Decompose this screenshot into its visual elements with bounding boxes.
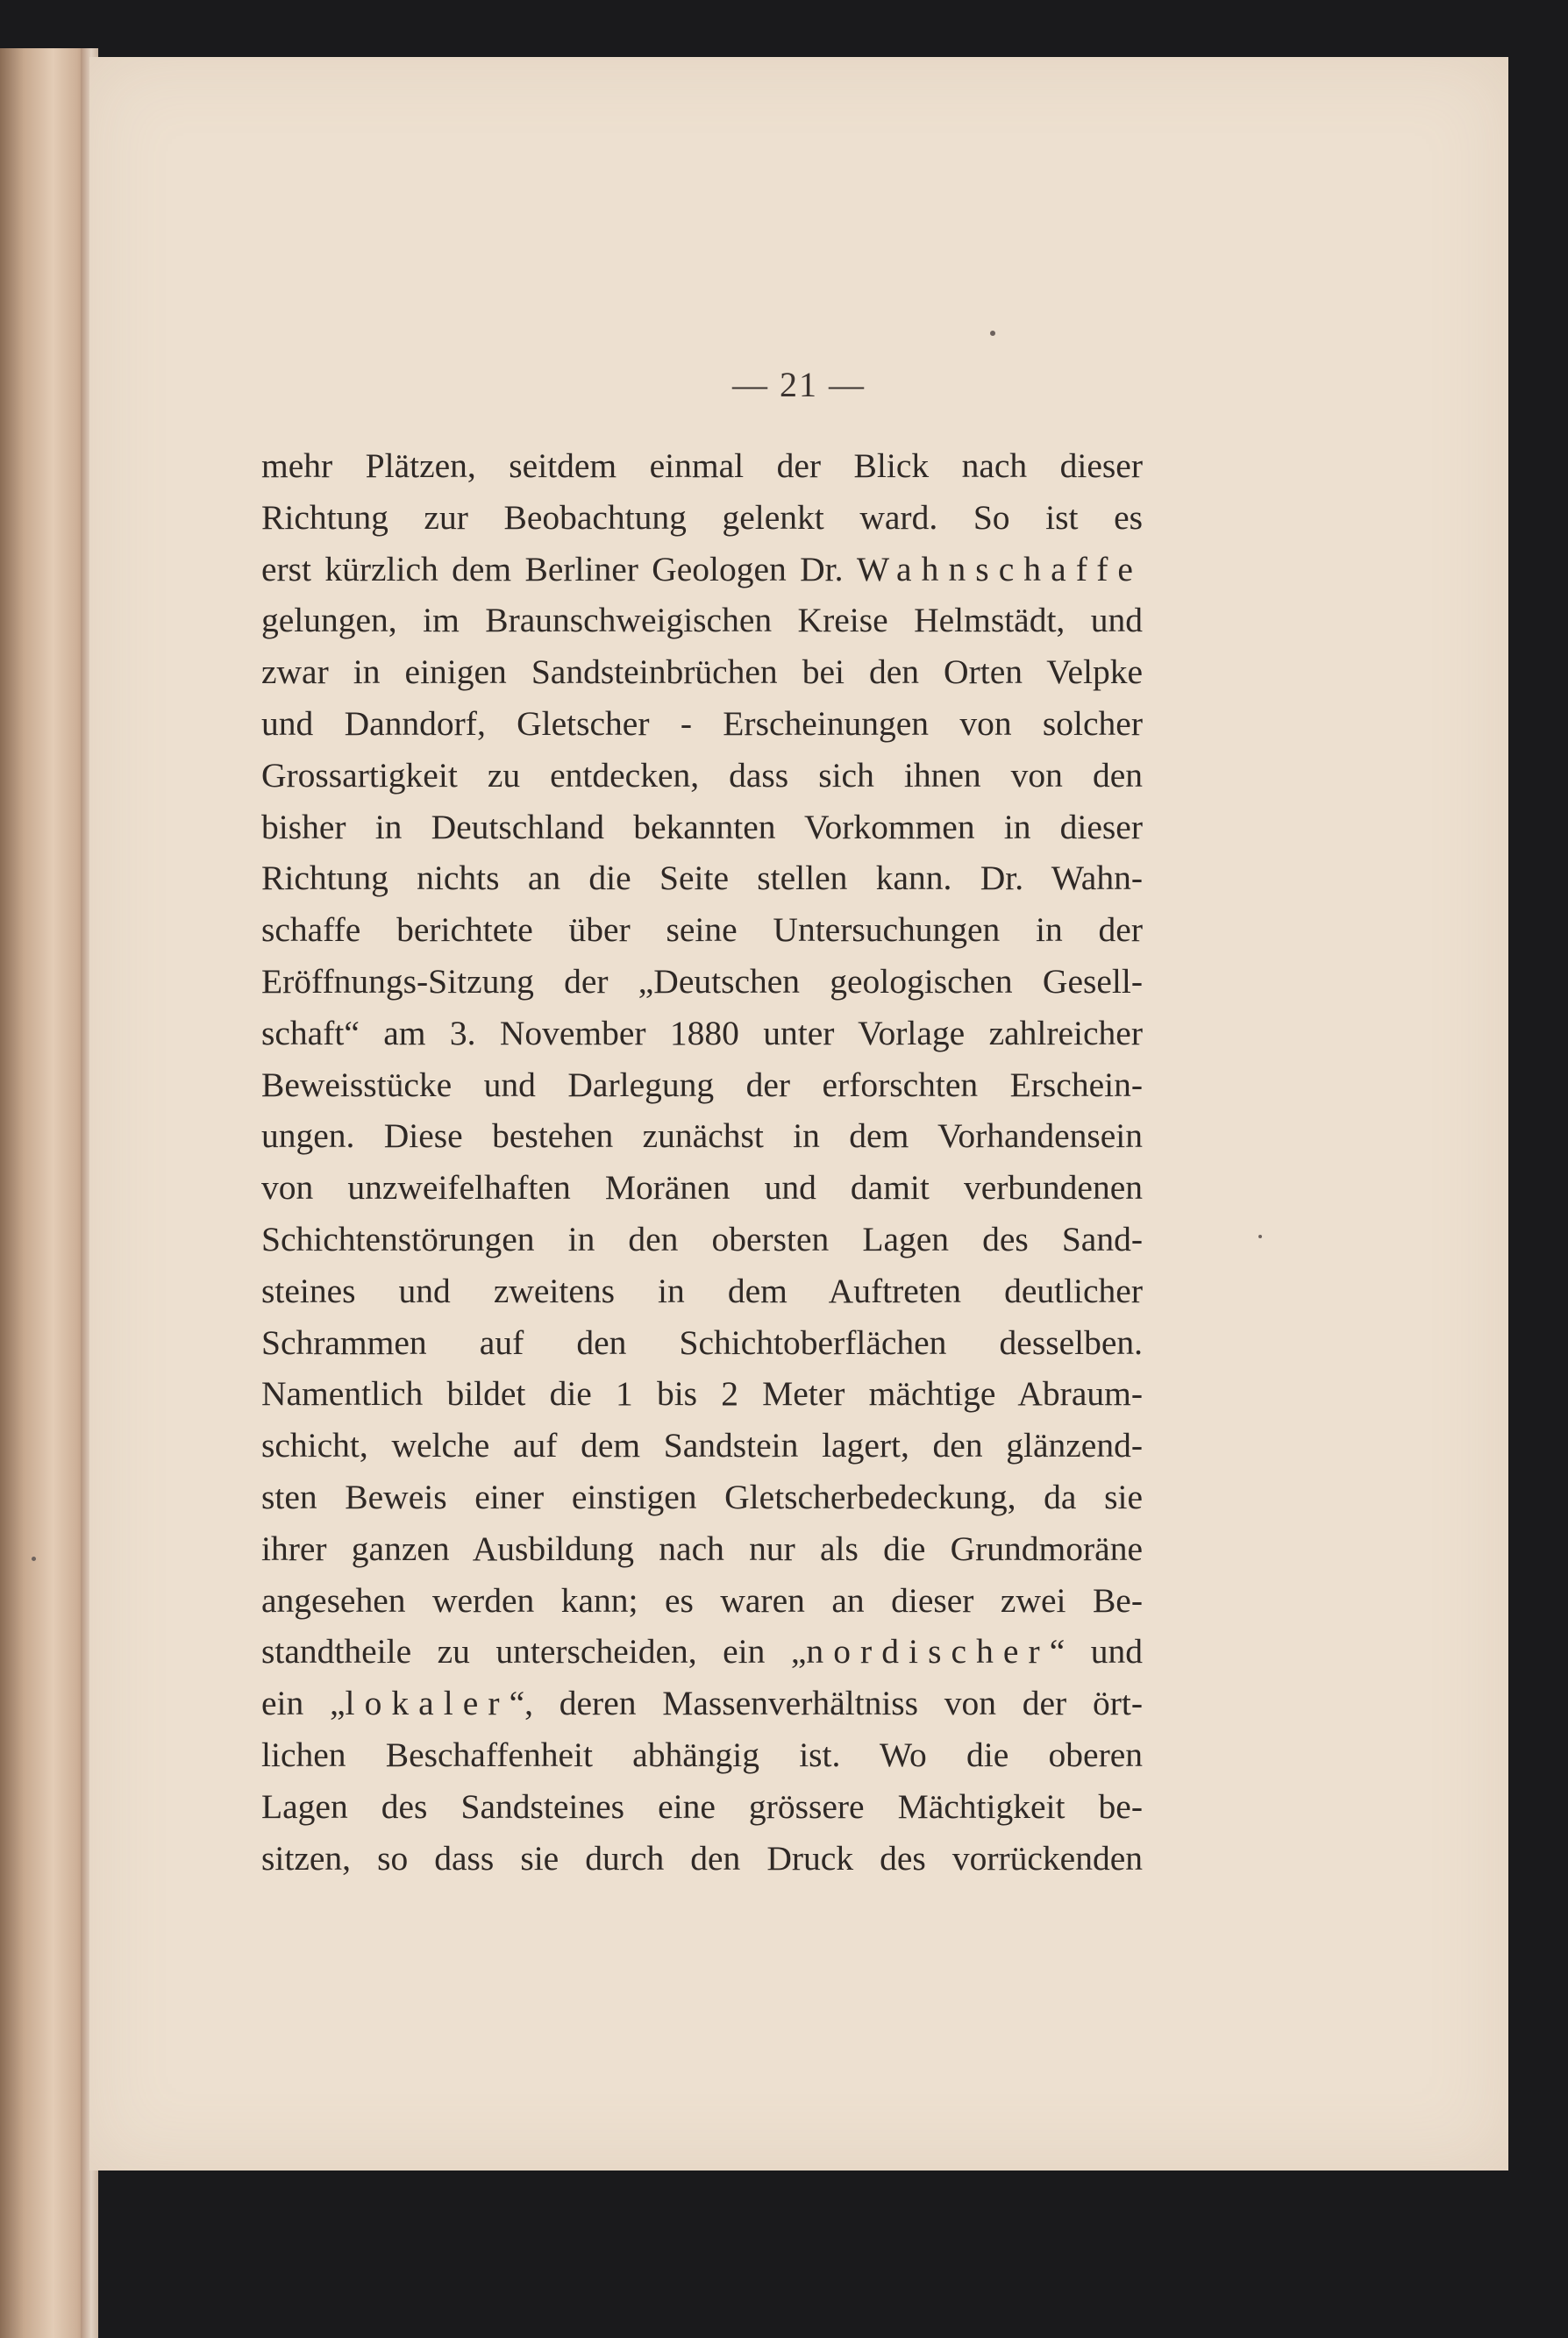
text-line: schaft“ am 3. November 1880 unter Vorlage zahlreicher: [261, 1013, 1143, 1052]
text-line: steines und zweitens in dem Auftreten deutlicher: [261, 1271, 1143, 1310]
print-speck: [1258, 1235, 1262, 1238]
page-number: — 21 —: [732, 365, 866, 404]
text-line: standtheile zu unterscheiden, ein „nordischer“ und: [261, 1632, 1143, 1672]
text-line: lichen Beschaffenheit abhängig ist. Wo die oberen: [261, 1735, 1143, 1774]
text-line: Beweisstücke und Darlegung der erforschten Erschein-: [261, 1065, 1143, 1104]
text-line: und Danndorf, Gletscher - Erscheinungen von solcher: [261, 703, 1143, 743]
text-line: Lagen des Sandsteines eine grössere Mächtigkeit be-: [261, 1786, 1143, 1826]
text-line: sten Beweis einer einstigen Gletscherbedeckung, da sie: [261, 1477, 1143, 1516]
text-line: angesehen werden kann; es waren an dieser zwei Be-: [261, 1580, 1143, 1620]
print-speck: [990, 331, 995, 336]
text-line: mehr Plätzen, seitdem einmal der Blick nach dieser: [261, 446, 1143, 485]
emphasized-word: lokaler: [345, 1684, 510, 1723]
body-text: [261, 440, 1143, 1884]
text-line: Namentlich bildet die 1 bis 2 Meter mächtige Abraum-: [261, 1374, 1143, 1414]
text-line: gelungen, im Braunschweigischen Kreise Helmstädt, und: [261, 601, 1143, 640]
text-line: Schichtenstörungen in den obersten Lagen des Sand-: [261, 1219, 1143, 1258]
emphasized-word: nordischer: [806, 1632, 1050, 1672]
text-line: erst kürzlich dem Berliner Geologen Dr. Wahnschaffe: [261, 549, 1143, 588]
text-line: Schrammen auf den Schichtoberflächen desselben.: [261, 1322, 1143, 1362]
text-line: bisher in Deutschland bekannten Vorkommen in dieser: [261, 807, 1143, 846]
book-page: [89, 57, 1508, 2170]
text-line: Richtung nichts an die Seite stellen kann. Dr. Wahn-: [261, 859, 1143, 898]
text-line: Grossartigkeit zu entdecken, dass sich ihnen von den: [261, 755, 1143, 795]
text-line: von unzweifelhaften Moränen und damit verbundenen: [261, 1168, 1143, 1208]
text-line: ungen. Diese bestehen zunächst in dem Vorhandensein: [261, 1116, 1143, 1156]
text-line: ihrer ganzen Ausbildung nach nur als die Grundmoräne: [261, 1529, 1143, 1568]
text-line: Richtung zur Beobachtung gelenkt ward. So ist es: [261, 497, 1143, 537]
text-line: ein „lokaler“, deren Massenverhältniss von der ört-: [261, 1684, 1143, 1723]
print-speck: [32, 1557, 36, 1561]
text-line: schaffe berichtete über seine Untersuchungen in der: [261, 910, 1143, 950]
text-line: sitzen, so dass sie durch den Druck des vorrückenden: [261, 1838, 1143, 1878]
text-line: zwar in einigen Sandsteinbrüchen bei den Orten Velpke: [261, 652, 1143, 692]
text-line: schicht, welche auf dem Sandstein lagert, den glänzend-: [261, 1426, 1143, 1465]
text-line: Eröffnungs-Sitzung der „Deutschen geologischen Gesell-: [261, 961, 1143, 1001]
emphasized-name: Wahnschaffe: [856, 549, 1143, 588]
